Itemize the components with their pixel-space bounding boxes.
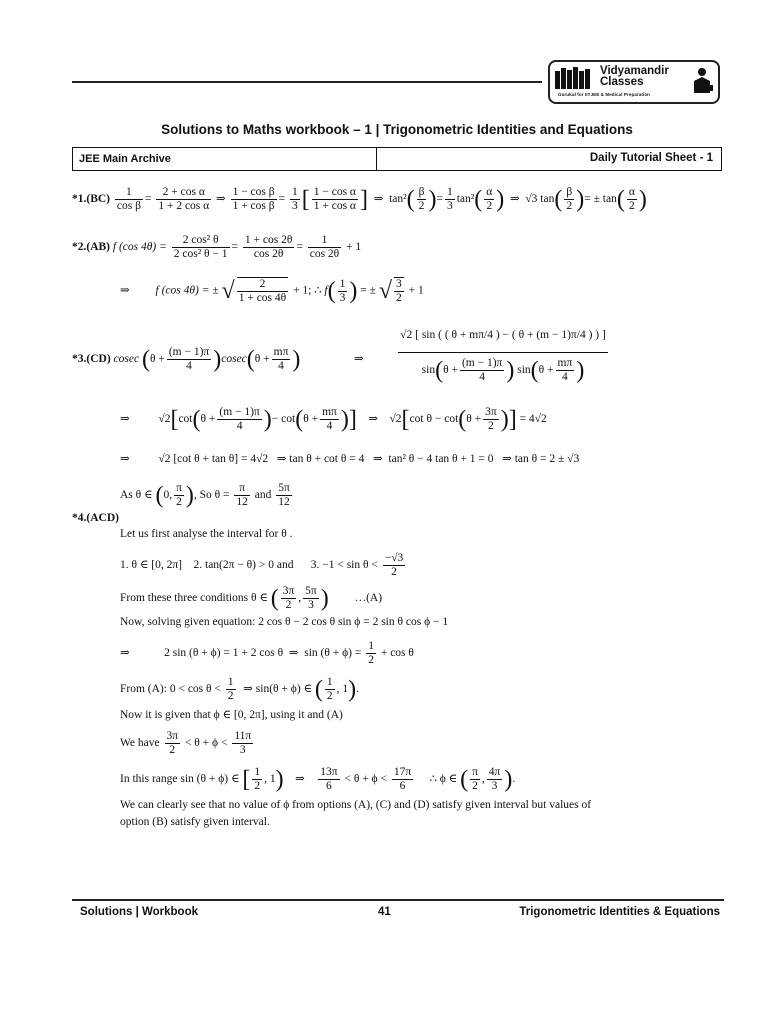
q1-frac bbox=[445, 186, 455, 213]
frac-num: 1 bbox=[446, 186, 453, 198]
footer-left: Solutions | Workbook bbox=[80, 906, 199, 918]
q3-sin: sin bbox=[517, 364, 531, 377]
frac-num: 1 bbox=[254, 766, 261, 778]
frac-den: 6 bbox=[326, 780, 332, 792]
frac-num: 11π bbox=[234, 730, 252, 742]
q3-frac bbox=[217, 406, 261, 433]
q3-theta-plus: θ + bbox=[538, 364, 554, 377]
frac-num: 13π bbox=[320, 766, 338, 778]
q1-frac bbox=[156, 186, 211, 213]
frac-num: π bbox=[234, 482, 250, 496]
books-icon bbox=[554, 65, 598, 91]
frac-den: 1 + 2 cos α bbox=[158, 200, 210, 212]
frac-den: 12 bbox=[278, 496, 290, 508]
implies-arrow: ⇒ bbox=[120, 413, 130, 426]
q3-frac bbox=[483, 406, 499, 433]
q3-line4: As θ ∈ (0, $\frac{\pi}{2}$ ), So θ = $\frac{\pi}{12}$ and $\frac{5\pi}{12}$ bbox=[120, 482, 290, 509]
q2-l2-lhs: f (cos 4θ) = ± bbox=[155, 284, 219, 297]
implies-arrow: ⇒ bbox=[502, 453, 512, 465]
q4-frac bbox=[281, 585, 297, 612]
frac-num: π bbox=[472, 766, 478, 778]
archive-label: JEE Main Archive bbox=[73, 148, 377, 170]
q1-frac bbox=[417, 186, 427, 213]
q3-line2: ⇒ √2[cot(θ + $\frac{(m - 1)\pi}{4}$ )− cot(θ + $\frac{m\pi}{4}$ )] ⇒ √2[cot θ − cot(θ + $\frac{3\pi}{2}$ )] = 4√2 bbox=[120, 406, 547, 433]
q3-arrow: ⇒ bbox=[354, 353, 364, 365]
q4-frac bbox=[165, 730, 181, 757]
q3-sqrt2: √2 bbox=[158, 413, 171, 426]
frac-den: 2 bbox=[566, 200, 573, 212]
q4-frac bbox=[392, 766, 413, 793]
frac-den: 1 + cos 4θ bbox=[238, 292, 287, 304]
logo-tagline: Gurukul for IITJEE & Medical Preparation bbox=[558, 92, 651, 97]
q4-line5 bbox=[120, 640, 414, 667]
frac-den: 3 bbox=[291, 200, 298, 212]
q3-frac bbox=[174, 482, 184, 509]
frac-den: 3 bbox=[239, 744, 246, 756]
frac-num: 2 bbox=[237, 278, 288, 292]
frac-den: 2 bbox=[391, 566, 397, 578]
q1-tan2: tan² bbox=[456, 193, 475, 206]
frac-num: 4π bbox=[488, 766, 501, 778]
frac-den: 3 bbox=[308, 599, 314, 611]
q4-line1: Let us first analyse the interval for θ . bbox=[120, 528, 293, 540]
q4-line6: From (A): 0 < cos θ < $\frac{1}{2}$ ⇒ sin(θ + ϕ) ∈ ( $\frac{1}{2}$ , 1). bbox=[120, 676, 360, 703]
implies-arrow: ⇒ bbox=[373, 193, 384, 206]
q4-line4: Now, solving given equation: 2 cos θ − 2 cos θ sin ϕ = 2 sin θ cos ϕ − 1 bbox=[120, 616, 449, 628]
q4-l6a: From (A): 0 < cos θ < bbox=[120, 683, 221, 696]
q1-label: *1.(BC) bbox=[72, 193, 111, 206]
q4-l2a: 1. θ ∈ [0, 2π] bbox=[120, 559, 182, 572]
frac-num: mπ bbox=[273, 346, 289, 358]
q1-frac bbox=[627, 186, 637, 213]
q2-l2-end: + 1 bbox=[408, 284, 424, 297]
q1-sqrt3tan: √3 tan bbox=[525, 193, 555, 206]
frac-den: 4 bbox=[186, 360, 192, 372]
q1-frac bbox=[231, 186, 277, 213]
frac-den: cos 2θ bbox=[253, 248, 284, 260]
logo bbox=[548, 60, 720, 104]
frac-num: 1 − cos β bbox=[232, 186, 275, 198]
q2-frac bbox=[394, 277, 404, 305]
implies-arrow: ⇒ bbox=[295, 773, 305, 786]
q1-frac bbox=[290, 186, 300, 213]
implies-arrow: ⇒ bbox=[288, 647, 299, 660]
q4-frac bbox=[232, 730, 253, 757]
implies-arrow: ⇒ bbox=[368, 413, 378, 426]
frac-num: 1 bbox=[368, 640, 374, 652]
header-rule bbox=[72, 81, 542, 83]
q3-l3-c: tan² θ − 4 tan θ + 1 = 0 bbox=[388, 453, 494, 465]
q4-l9d: ∴ ϕ ∈ bbox=[429, 773, 458, 786]
q2-l2-f: f bbox=[324, 284, 328, 297]
q1-pmtan: = ± tan bbox=[584, 193, 617, 206]
q1-frac bbox=[564, 186, 574, 213]
frac-den: 2 bbox=[418, 200, 425, 212]
frac-den: 6 bbox=[399, 780, 406, 792]
q2-frac bbox=[243, 234, 294, 261]
page-title: Solutions to Maths workbook – 1 | Trigonometric Identities and Equations bbox=[161, 122, 633, 137]
q4-line7: Now it is given that ϕ ∈ [0, 2π], using it and (A) bbox=[120, 709, 343, 721]
implies-arrow: ⇒ bbox=[120, 284, 130, 297]
implies-arrow: ⇒ bbox=[120, 647, 130, 660]
frac-num: (m − 1)π bbox=[168, 346, 210, 358]
q2-frac bbox=[308, 234, 341, 261]
q4-l2c: 3. −1 < sin θ < bbox=[310, 559, 378, 572]
q3-cot: cot bbox=[178, 413, 193, 426]
frac-den: 2 bbox=[254, 780, 261, 792]
q3-l2-eq: = 4√2 bbox=[519, 413, 547, 426]
frac-num: 17π bbox=[393, 766, 412, 778]
frac-num: β bbox=[418, 186, 425, 198]
q4-label: *4.(ACD) bbox=[72, 512, 119, 524]
q2-frac bbox=[338, 278, 348, 305]
q1-frac bbox=[115, 186, 143, 213]
frac-num: α bbox=[628, 186, 635, 198]
q3-l4-as: As θ ∈ bbox=[120, 489, 153, 502]
q4-l9b: , 1 bbox=[264, 773, 276, 786]
q2-line1: *2.(AB) f (cos 4θ) = $\frac{\text{2 cos² θ}}{\text{2 cos² θ − 1}}$ = $\frac{1 + \cos 2\theta}{\cos 2\theta}$ = $\frac{1}{\cos 2\theta}$ + 1 bbox=[72, 234, 362, 260]
footer-rule bbox=[72, 899, 724, 901]
q4-l9a: In this range sin (θ + ϕ) ∈ bbox=[120, 773, 240, 786]
q2-lhs: f (cos 4θ) = bbox=[112, 241, 167, 254]
logo-name-line1: Vidyamandir bbox=[600, 65, 669, 77]
frac-den: 1 + cos α bbox=[313, 200, 356, 212]
q3-rhs bbox=[398, 322, 608, 384]
frac-num: −√3 bbox=[384, 552, 404, 564]
frac-num: 1 bbox=[308, 234, 341, 248]
frac-num: 1 + cos 2θ bbox=[244, 234, 293, 246]
frac-num: 3 bbox=[395, 278, 402, 290]
frac-den: 2 bbox=[628, 200, 635, 212]
q3-sqrt2: √2 bbox=[389, 413, 402, 426]
frac-num: 2 + cos α bbox=[156, 186, 211, 200]
q4-frac bbox=[487, 766, 503, 793]
q4-l6c: , 1 bbox=[336, 683, 349, 696]
sheet-label: Daily Tutorial Sheet - 1 bbox=[589, 152, 713, 164]
frac-den: 2 bbox=[326, 690, 333, 702]
frac-num: 1 bbox=[291, 186, 298, 198]
q2-plus1: + 1 bbox=[346, 241, 362, 254]
frac-den: 4 bbox=[236, 420, 243, 432]
q4-line2 bbox=[120, 552, 407, 579]
q3-theta-plus: θ + bbox=[254, 353, 270, 366]
q4-frac bbox=[325, 676, 335, 703]
frac-num: 3π bbox=[166, 730, 179, 742]
frac-num: α bbox=[486, 186, 493, 198]
q3-label: *3.(CD) bbox=[72, 353, 111, 366]
q1-tan2: tan² bbox=[389, 193, 407, 206]
q2-label: *2.(AB) bbox=[72, 241, 111, 254]
q3-frac bbox=[167, 346, 211, 373]
frac-den: 2 bbox=[395, 292, 402, 304]
frac-den: 2 cos² θ − 1 bbox=[173, 248, 228, 260]
frac-num: 2 cos² θ bbox=[172, 234, 230, 248]
frac-num: mπ bbox=[322, 406, 337, 418]
implies-arrow: ⇒ bbox=[276, 453, 287, 465]
q3-frac bbox=[460, 357, 504, 384]
q1-frac bbox=[312, 186, 358, 213]
q2-frac bbox=[172, 234, 230, 261]
frac-den: 2 bbox=[169, 744, 176, 756]
q4-frac bbox=[303, 585, 319, 612]
q4-frac bbox=[318, 766, 339, 793]
q4-l5a: 2 sin (θ + ϕ) = 1 + 2 cos θ bbox=[164, 647, 284, 660]
frac-den: cos β bbox=[116, 200, 141, 212]
q3-l3-a: √2 [cot θ + tan θ] = 4√2 bbox=[158, 453, 269, 465]
frac-num: 3π bbox=[282, 585, 295, 597]
q4-frac bbox=[366, 640, 376, 667]
frac-num: 1 − cos α bbox=[313, 186, 356, 198]
q3-rhs-num: √2 [ sin ( ( θ + mπ/4 ) − ( θ + (m − 1)π/4 ) ) ] bbox=[398, 322, 608, 353]
frac-num: 5π bbox=[278, 482, 290, 494]
q4-l2b: 2. tan(2π − θ) > 0 and bbox=[193, 559, 294, 572]
q4-l3: From these three conditions θ ∈ bbox=[120, 592, 268, 605]
q1-line: *1.(BC) $\frac{1}{\text{cos β}}$ = $\frac{\text{2 + cos α}}{\text{1 + 2 cos α}}$ ⇒ $\frac{\text{1 − cos β}}{\text{1 + cos β}}$ = $\frac{1}{3}$ [ $\frac{\text{1 − cos α}}{\text{1 + cos α}}$ ] ⇒ tan²( $\frac{\beta}{2}$ )= $\frac{1}{3}$ tan²( $\frac{\alpha}{2}$ ) ⇒ √3 tan( $\frac{\beta}{2}$ )= ± tan( $\frac{\alpha}{2}$ ) bbox=[72, 186, 647, 213]
q3-l3-d: tan θ = 2 ± √3 bbox=[514, 453, 580, 465]
q3-frac bbox=[234, 482, 250, 509]
q4-l8b: < θ + ϕ < bbox=[184, 737, 228, 750]
frac-num: (m − 1)π bbox=[219, 406, 260, 418]
frac-num: 1 bbox=[339, 277, 346, 290]
q2-l2-eq: = ± bbox=[360, 284, 376, 297]
frac-den: 4 bbox=[479, 371, 486, 383]
q4-l6b: ⇒ sin(θ + ϕ) ∈ bbox=[243, 683, 313, 696]
q4-frac bbox=[383, 552, 406, 579]
q4-frac bbox=[226, 676, 236, 703]
q3-cosec: cosec bbox=[221, 353, 247, 366]
q3-frac bbox=[320, 406, 339, 433]
q4-line8 bbox=[120, 730, 255, 757]
q3-l4-so: , So θ = bbox=[193, 489, 230, 502]
frac-den: 2 bbox=[472, 780, 478, 792]
frac-num: (m − 1)π bbox=[461, 357, 503, 369]
logo-name-line2: Classes bbox=[600, 76, 644, 88]
frac-num: mπ bbox=[557, 357, 573, 369]
q4-line10: We can clearly see that no value of ϕ from options (A), (C) and (D) satisfy given interval but values of bbox=[120, 799, 592, 811]
q3-sin: sin bbox=[421, 364, 436, 377]
frac-den: 12 bbox=[236, 496, 248, 508]
frac-num: 1 bbox=[326, 676, 333, 688]
q1-frac bbox=[484, 186, 494, 213]
implies-arrow: ⇒ bbox=[509, 193, 520, 206]
frac-den: 2 bbox=[486, 200, 493, 212]
frac-num: 3π bbox=[485, 406, 497, 418]
q4-line9: In this range sin (θ + ϕ) ∈ [ $\frac{1}{2}$ , 1) ⇒ $\frac{13\pi}{6}$ < θ + ϕ < $\frac{17\pi}{6}$ ∴ ϕ ∈ ( $\frac{\pi}{2}$ , $\frac{4\pi}{3}$ ). bbox=[120, 766, 516, 793]
frac-num: 1 bbox=[115, 186, 143, 200]
implies-arrow: ⇒ bbox=[373, 453, 383, 465]
q3-frac bbox=[556, 357, 575, 384]
q3-line3 bbox=[120, 452, 579, 466]
q4-line3: From these three conditions θ ∈ ( $\frac{3\pi}{2}$ , $\frac{5\pi}{3}$ ) …(A) bbox=[120, 585, 383, 612]
q2-line2: ⇒ f (cos 4θ) = ± √ $\frac{2}{1 + \cos 4\theta}$ + 1; ∴ f( $\frac{1}{3}$ ) = ± √ $\frac{3}{2}$ + 1 bbox=[120, 277, 424, 304]
frac-den: 2 bbox=[176, 496, 182, 508]
q4-l3-tag: …(A) bbox=[354, 592, 383, 605]
frac-den: 3 bbox=[339, 291, 346, 304]
q2-l2-mid: + 1; ∴ bbox=[293, 284, 322, 297]
q4-l8a: We have bbox=[120, 737, 160, 750]
q3-theta-plus: θ + bbox=[466, 413, 482, 426]
frac-num: β bbox=[566, 186, 573, 198]
frac-den: 2 bbox=[285, 599, 292, 611]
q4-frac bbox=[470, 766, 480, 793]
frac-num: 1 bbox=[227, 676, 234, 688]
frac-den: 3 bbox=[491, 780, 498, 792]
q3-line1: *3.(CD) cosec (θ + $\frac{(m - 1)\pi}{4}$ )cosec(θ + $\frac{m\pi}{4}$ ) bbox=[72, 346, 301, 373]
q3-theta-plus: θ + bbox=[149, 353, 165, 366]
q4-l9c: < θ + ϕ < bbox=[344, 773, 387, 786]
q4-l5c: + cos θ bbox=[380, 647, 414, 660]
q3-l4-int: 0, bbox=[163, 489, 173, 502]
frac-den: 2 bbox=[227, 690, 234, 702]
frac-den: 4 bbox=[562, 371, 568, 383]
frac-den: 2 bbox=[488, 420, 494, 432]
student-icon bbox=[690, 67, 714, 97]
q3-l2-cot: cot θ − cot bbox=[409, 413, 459, 426]
frac-num: 5π bbox=[305, 585, 317, 597]
frac-den: 3 bbox=[446, 200, 453, 212]
q3-minus-cot: − cot bbox=[271, 413, 296, 426]
footer-right: Trigonometric Identities & Equations bbox=[519, 906, 720, 918]
q3-theta-plus: θ + bbox=[200, 413, 216, 426]
frac-den: 4 bbox=[326, 420, 333, 432]
q3-theta-plus: θ + bbox=[303, 413, 319, 426]
q2-frac bbox=[237, 277, 288, 305]
implies-arrow: ⇒ bbox=[216, 193, 226, 206]
q3-l4-and: and bbox=[254, 489, 272, 502]
q4-line11: option (B) satisfy given interval. bbox=[120, 816, 270, 828]
frac-den: 2 bbox=[368, 654, 374, 666]
frac-num: π bbox=[176, 482, 182, 494]
page-number: 41 bbox=[378, 906, 391, 918]
q4-frac bbox=[252, 766, 262, 793]
q3-l3-b: tan θ + cot θ = 4 bbox=[289, 453, 365, 465]
header-box bbox=[72, 147, 722, 171]
frac-den: 1 + cos β bbox=[232, 200, 275, 212]
q3-frac bbox=[272, 346, 291, 373]
logo-name bbox=[600, 66, 669, 88]
frac-den: cos 2θ bbox=[309, 248, 340, 260]
q4-l5b: sin (θ + ϕ) = bbox=[304, 647, 362, 660]
q3-rhs-den: sin(θ + $\frac{(m - 1)\pi}{4}$ ) sin(θ + $\frac{m\pi}{4}$ ) bbox=[421, 357, 585, 384]
frac-den: 4 bbox=[278, 360, 284, 372]
q3-cosec: cosec bbox=[113, 353, 140, 366]
q3-theta-plus: θ + bbox=[443, 364, 458, 377]
q3-frac bbox=[276, 482, 292, 509]
implies-arrow: ⇒ bbox=[120, 453, 130, 465]
